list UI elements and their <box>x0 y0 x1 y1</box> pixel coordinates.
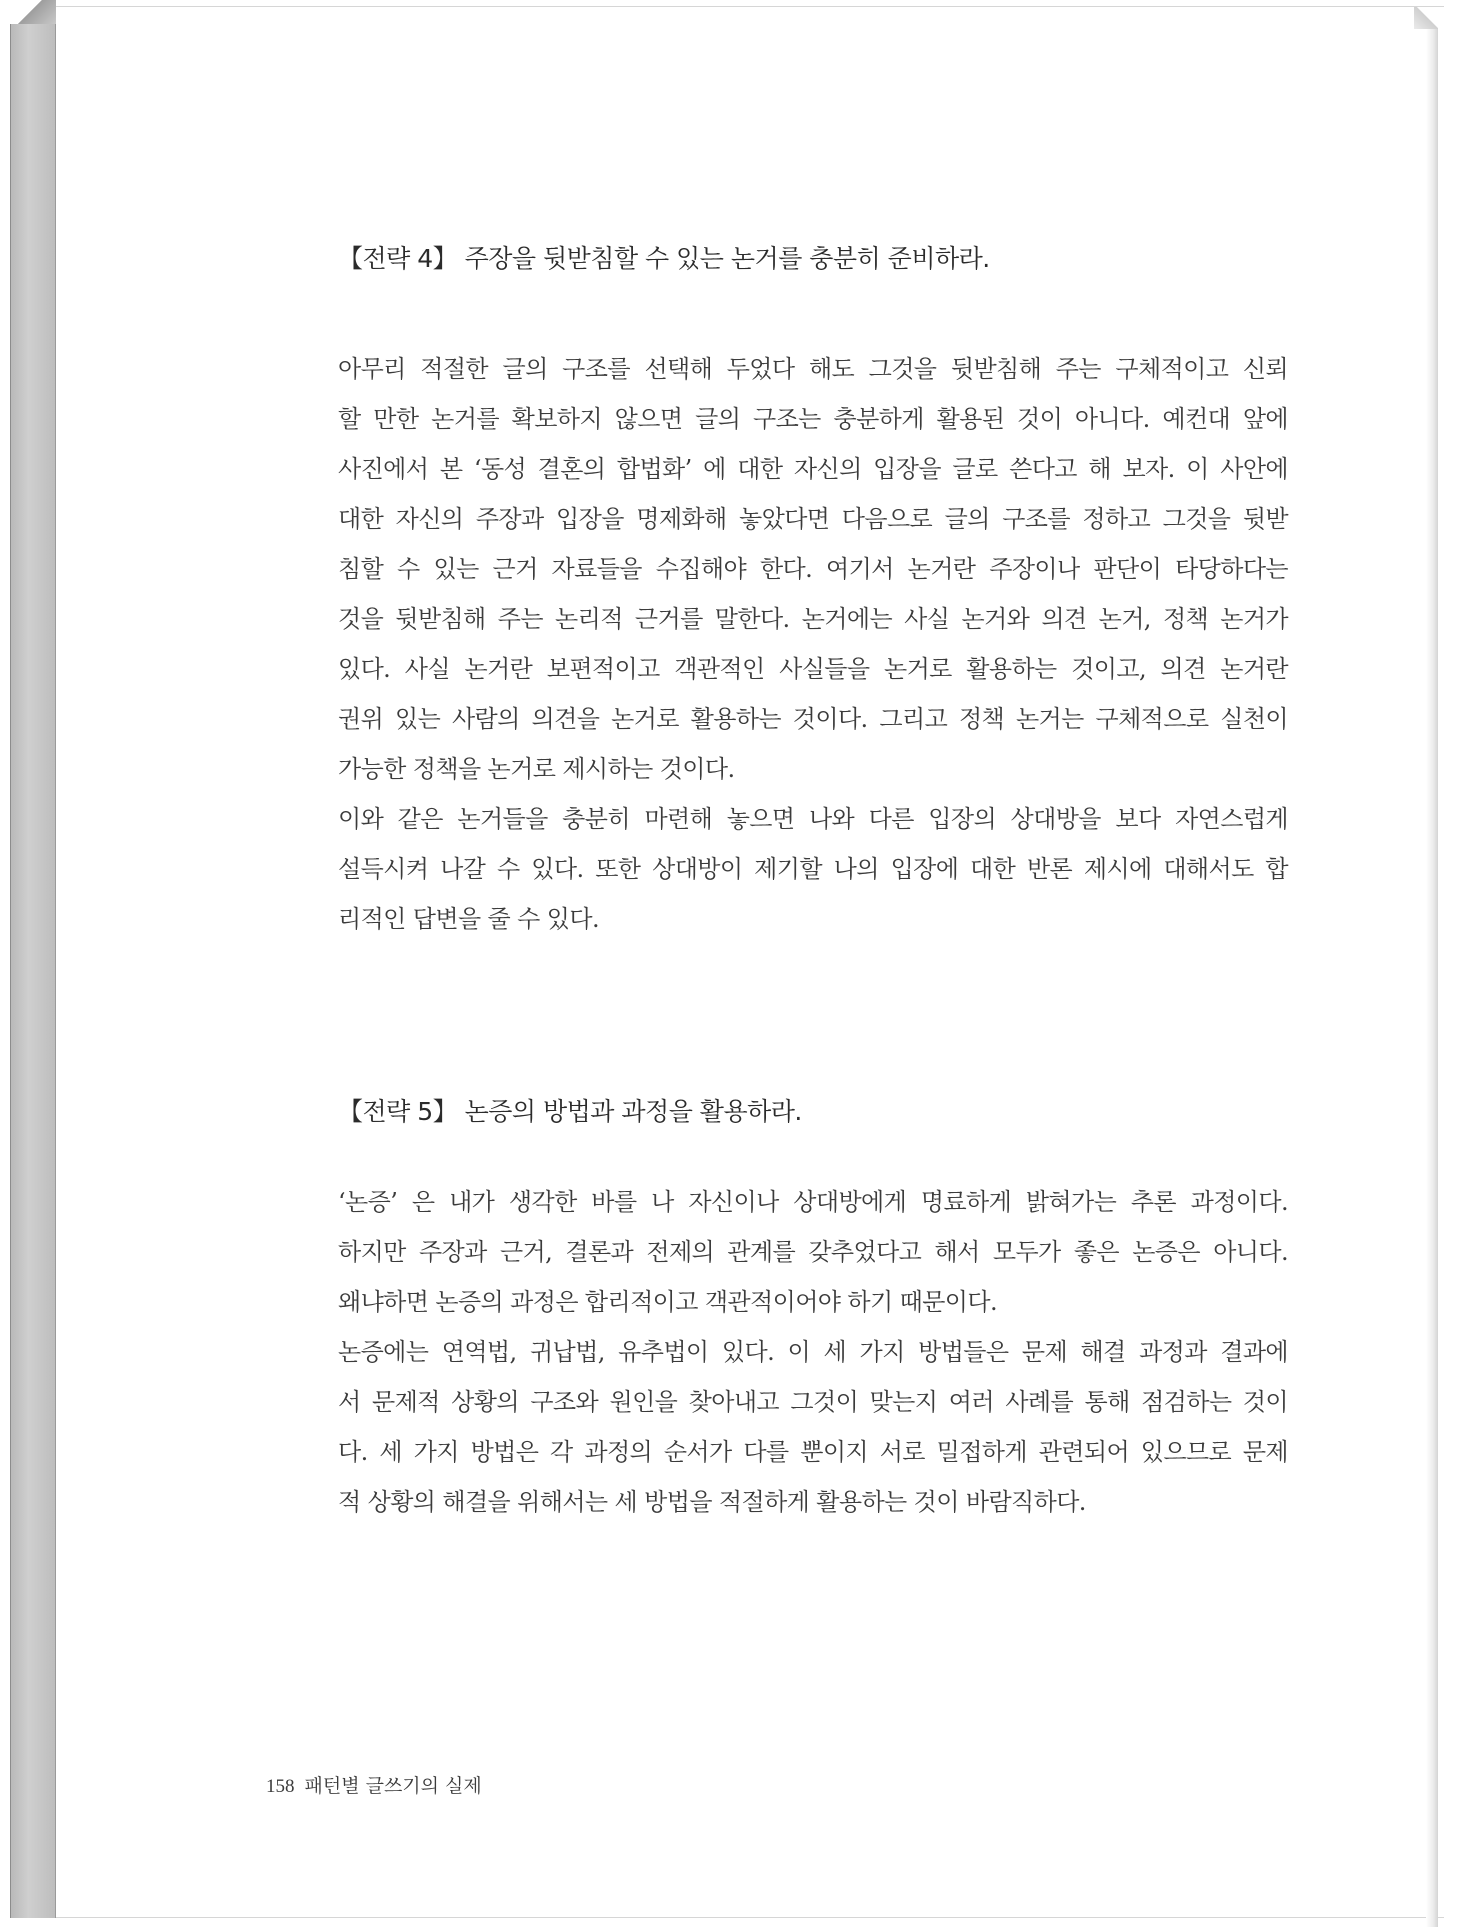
text-line: 가능한 정책을 논거로 제시하는 것이다. <box>338 755 735 783</box>
book-spine-corner <box>10 0 56 24</box>
text-line: 대한 자신의 주장과 입장을 명제화해 놓았다면 다음으로 글의 구조를 정하고 그것을 뒷받 <box>338 505 1288 533</box>
text-line: 논증에는 연역법, 귀납법, 유추법이 있다. 이 세 가지 방법들은 문제 해결 과정과 결과에 <box>338 1338 1288 1366</box>
text-line: 왜냐하면 논증의 과정은 합리적이고 객관적이어야 하기 때문이다. <box>338 1288 997 1316</box>
text-line: 아무리 적절한 글의 구조를 선택해 두었다 해도 그것을 뒷받침해 주는 구체적이고 신뢰 <box>338 355 1288 383</box>
text-line: 적 상황의 해결을 위해서는 세 방법을 적절하게 활용하는 것이 바람직하다. <box>338 1488 1086 1516</box>
section-heading-strategy-4: 【전략 4】 주장을 뒷받침할 수 있는 논거를 충분히 준비하라. <box>338 244 990 273</box>
text-line: 리적인 답변을 줄 수 있다. <box>338 905 599 933</box>
paragraph-1 <box>338 344 1288 794</box>
running-title: 패턴별 글쓰기의 실제 <box>304 1775 482 1797</box>
paragraph-2 <box>338 794 1288 944</box>
text-line: 설득시켜 나갈 수 있다. 또한 상대방이 제기할 나의 입장에 대한 반론 제시에 대해서도 합 <box>338 855 1288 883</box>
text-line: 침할 수 있는 근거 자료들을 수집해야 한다. 여기서 논거란 주장이나 판단이 타당하다는 <box>338 555 1288 583</box>
section-heading-strategy-5: 【전략 5】 논증의 방법과 과정을 활용하라. <box>338 1097 802 1126</box>
text-line: 것을 뒷받침해 주는 논리적 근거를 말한다. 논거에는 사실 논거와 의견 논거, 정책 논거가 <box>338 605 1288 633</box>
text-line: 이와 같은 논거들을 충분히 마련해 놓으면 나와 다른 입장의 상대방을 보다 자연스럽게 <box>338 805 1288 833</box>
text-line: 하지만 주장과 근거, 결론과 전제의 관계를 갖추었다고 해서 모두가 좋은 논증은 아니다. <box>338 1238 1288 1266</box>
text-line: 사진에서 본 ‘동성 결혼의 합법화’ 에 대한 자신의 입장을 글로 쓴다고 해 보자. 이 사안에 <box>338 455 1288 483</box>
text-line: 서 문제적 상황의 구조와 원인을 찾아내고 그것이 맞는지 여러 사례를 통해 점검하는 것이 <box>338 1388 1288 1416</box>
text-line: 할 만한 논거를 확보하지 않으면 글의 구조는 충분하게 활용된 것이 아니다. 예컨대 앞에 <box>338 405 1288 433</box>
page-stack-edge <box>1426 23 1438 1927</box>
paragraph-4 <box>338 1327 1288 1527</box>
text-line: 권위 있는 사람의 의견을 논거로 활용하는 것이다. 그리고 정책 논거는 구체적으로 실천이 <box>338 705 1288 733</box>
text-line: ‘논증’ 은 내가 생각한 바를 나 자신이나 상대방에게 명료하게 밝혀가는 추론 과정이다. <box>338 1188 1288 1216</box>
book-spine-edge <box>10 6 56 1918</box>
text-line: 다. 세 가지 방법은 각 과정의 순서가 다를 뿐이지 서로 밀접하게 관련되어 있으므로 문제 <box>338 1438 1288 1466</box>
text-line: 있다. 사실 논거란 보편적이고 객관적인 사실들을 논거로 활용하는 것이고, 의견 논거란 <box>338 655 1288 683</box>
paragraph-3 <box>338 1177 1288 1327</box>
page-number: 158 <box>266 1776 295 1797</box>
page-footer <box>266 1771 482 1798</box>
page-corner <box>1414 7 1438 29</box>
book-page <box>56 6 1444 1918</box>
